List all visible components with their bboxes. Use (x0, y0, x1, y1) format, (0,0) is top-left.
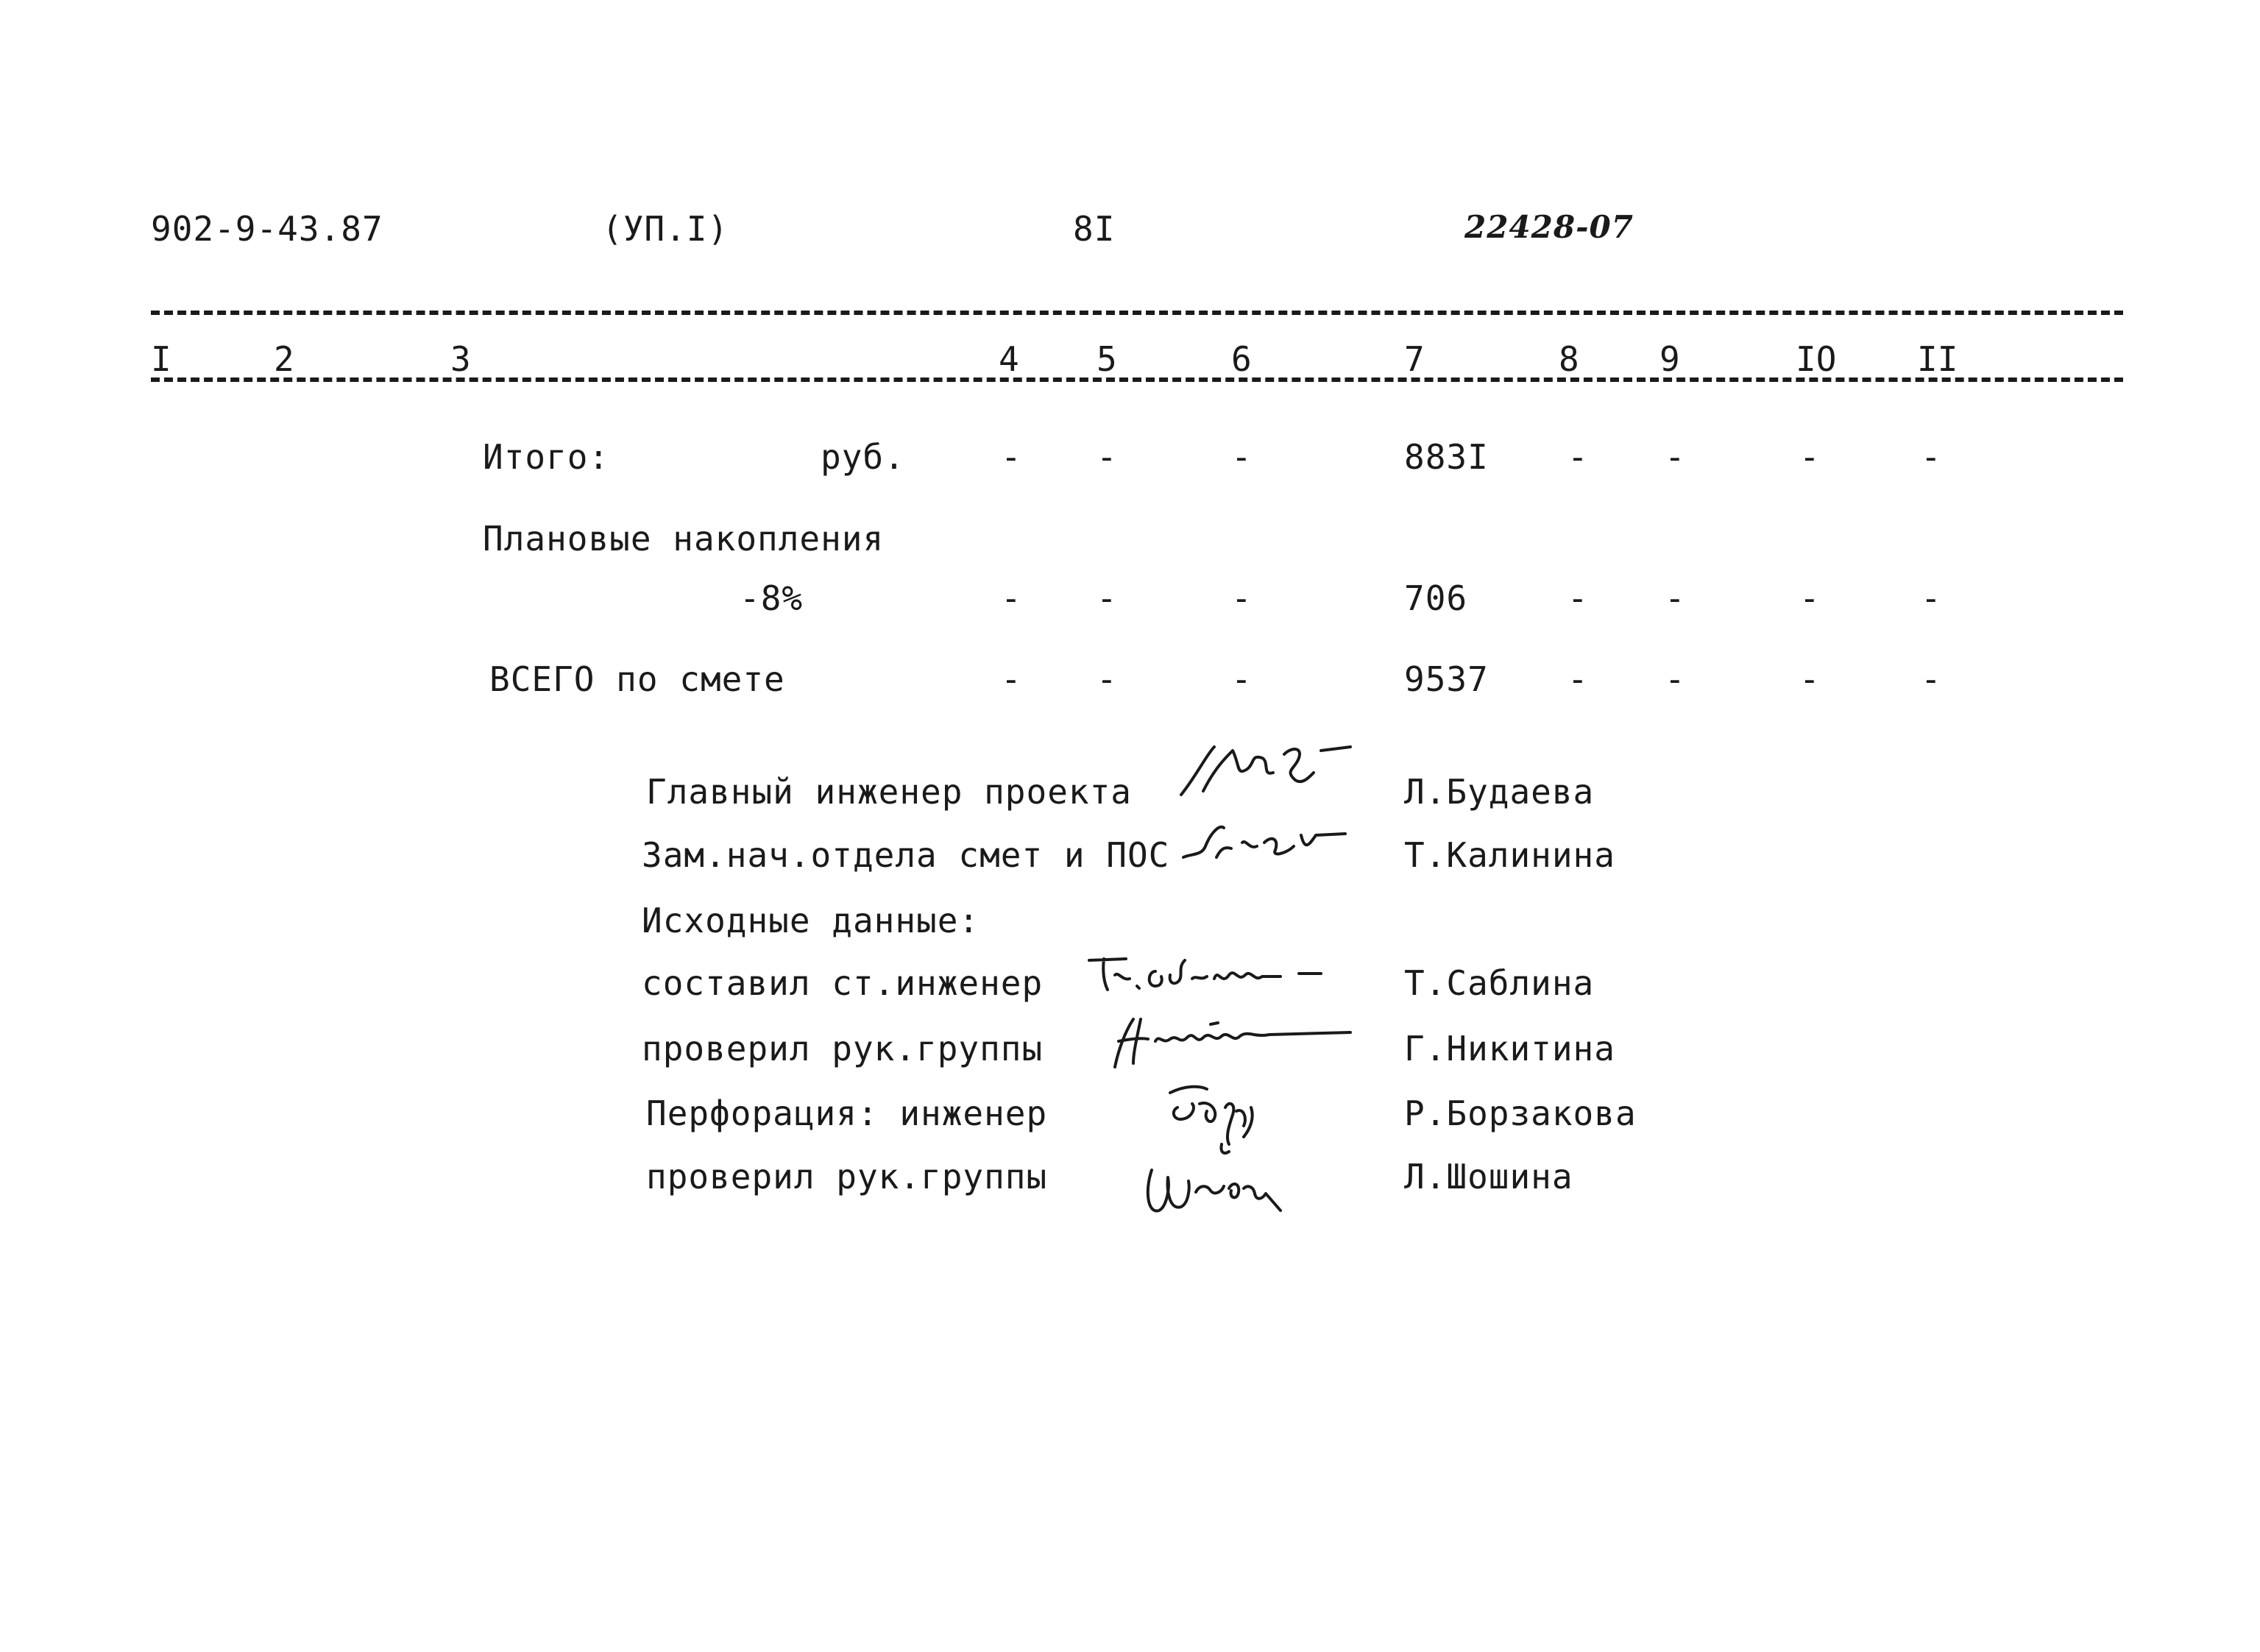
column-number-10: IO (1796, 339, 1837, 379)
cell-col6: - (1231, 659, 1253, 699)
handwritten-signature-budaeva (1174, 725, 1358, 806)
document-number: 22428-07 (1464, 209, 1634, 245)
cell-col5: - (1097, 437, 1118, 477)
cell-col11: - (1921, 578, 1942, 618)
handwritten-signature-nikitina (1100, 1008, 1358, 1074)
signature-name: Г.Никитина (1404, 1029, 1615, 1068)
signature-name: Т.Саблина (1404, 963, 1595, 1003)
handwritten-signature-sablina (1082, 946, 1332, 1004)
cell-col9: - (1665, 659, 1686, 699)
column-number-9: 9 (1659, 339, 1680, 379)
cell-col10: - (1799, 437, 1821, 477)
cell-col7: 883I (1404, 437, 1489, 477)
handwritten-signature-shoshina (1137, 1148, 1306, 1229)
signature-name: Л.Шошина (1404, 1157, 1573, 1197)
row-label: Плановые накопления (483, 519, 885, 559)
cell-col8: - (1568, 578, 1589, 618)
cell-col8: - (1568, 659, 1589, 699)
column-number-5: 5 (1097, 339, 1117, 379)
cell-col10: - (1799, 659, 1821, 699)
volume-label: (УП.I) (602, 209, 729, 249)
signature-role: проверил рук.группы (646, 1157, 1048, 1197)
column-number-7: 7 (1404, 339, 1425, 379)
cell-col6: - (1231, 578, 1253, 618)
cell-col4: - (1001, 437, 1022, 477)
signature-name: Т.Калинина (1404, 835, 1615, 875)
cell-col5: - (1097, 578, 1118, 618)
column-number-2: 2 (274, 339, 294, 379)
cell-col9: - (1665, 578, 1686, 618)
column-number-4: 4 (999, 339, 1019, 379)
row-label: Итого: (483, 437, 610, 477)
cell-col5: - (1097, 659, 1118, 699)
column-row-underline (151, 377, 2123, 382)
column-number-11: II (1917, 339, 1958, 379)
column-number-3: 3 (450, 339, 471, 379)
handwritten-signature-kalinina (1176, 813, 1353, 872)
document-code: 902-9-43.87 (151, 209, 383, 249)
cell-col7: 706 (1404, 578, 1468, 618)
cell-col4: - (1001, 659, 1022, 699)
column-number-1: I (151, 339, 171, 379)
signature-role: Главный инженер проекта (646, 772, 1132, 812)
signature-role: Зам.нач.отдела смет и ПОС (642, 835, 1170, 875)
cell-col11: - (1921, 659, 1942, 699)
signature-role: проверил рук.группы (642, 1029, 1044, 1068)
column-number-8: 8 (1559, 339, 1579, 379)
signature-role: Перфорация: инженер (646, 1093, 1048, 1133)
row-rate: -8% (740, 578, 804, 618)
signature-name: Л.Будаева (1404, 772, 1595, 812)
header-separator (151, 311, 2123, 315)
cell-col11: - (1921, 437, 1942, 477)
row-label: ВСЕГО по смете (489, 659, 785, 699)
cell-col9: - (1665, 437, 1686, 477)
cell-col7: 9537 (1404, 659, 1489, 699)
signature-name: Р.Борзакова (1404, 1093, 1637, 1133)
column-number-6: 6 (1231, 339, 1252, 379)
page-number: 8I (1073, 209, 1116, 249)
cell-col8: - (1568, 437, 1589, 477)
cell-col4: - (1001, 578, 1022, 618)
signature-role: составил ст.инженер (642, 963, 1044, 1003)
row-unit: руб. (821, 437, 905, 477)
signature-section-heading: Исходные данные: (642, 901, 980, 940)
cell-col6: - (1231, 437, 1253, 477)
cell-col10: - (1799, 578, 1821, 618)
